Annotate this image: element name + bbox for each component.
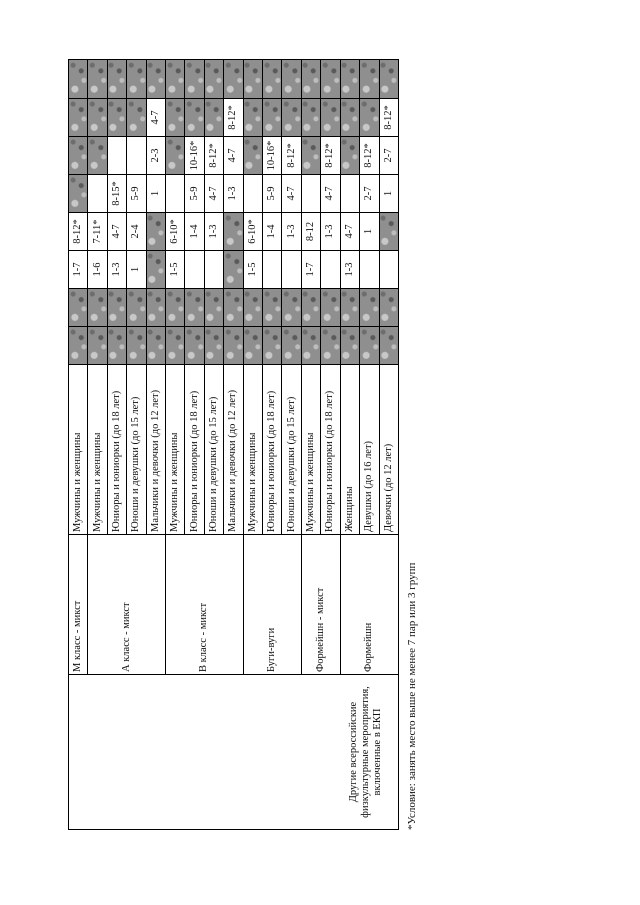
shaded-cell: [243, 289, 262, 327]
shaded-cell: [146, 327, 165, 365]
place-range-cell: 5-9: [263, 175, 282, 213]
place-range-cell: 4-7: [204, 175, 223, 213]
place-range-cell: [360, 251, 379, 289]
shaded-cell: [146, 251, 165, 289]
discipline-name: Формейшн: [340, 535, 398, 675]
place-range-cell: 8-15*: [107, 175, 126, 213]
shaded-cell: [263, 99, 282, 137]
shaded-cell: [166, 289, 185, 327]
place-range-cell: 1-3: [321, 213, 340, 251]
shaded-cell: [146, 213, 165, 251]
place-range-cell: [301, 175, 320, 213]
shaded-cell: [263, 289, 282, 327]
place-range-cell: 8-12: [301, 213, 320, 251]
place-range-cell: 1-3: [224, 175, 243, 213]
table-row: [69, 60, 88, 830]
rotated-table-area: [68, 60, 428, 830]
shaded-cell: [263, 60, 282, 99]
place-range-cell: 1: [127, 251, 146, 289]
sports-rank-table: [68, 59, 399, 830]
shaded-cell: [127, 60, 146, 99]
place-range-cell: 4-7: [340, 213, 359, 251]
place-range-cell: 8-12*: [204, 137, 223, 175]
group-name: Мужчины и женщины: [301, 365, 320, 535]
place-range-cell: 8-12*: [379, 99, 398, 137]
place-range-cell: 1-7: [301, 251, 320, 289]
group-name: Мужчины и женщины: [166, 365, 185, 535]
shaded-cell: [321, 289, 340, 327]
shaded-cell: [321, 327, 340, 365]
shaded-cell: [69, 289, 88, 327]
group-name: Мальчики и девочки (до 12 лет): [224, 365, 243, 535]
shaded-cell: [204, 327, 223, 365]
shaded-cell: [127, 99, 146, 137]
group-name: Женщины: [340, 365, 359, 535]
shaded-cell: [379, 289, 398, 327]
shaded-cell: [185, 99, 204, 137]
shaded-cell: [204, 99, 223, 137]
place-range-cell: [379, 251, 398, 289]
shaded-cell: [340, 60, 359, 99]
shaded-cell: [321, 60, 340, 99]
shaded-cell: [224, 289, 243, 327]
place-range-cell: [185, 251, 204, 289]
group-name: Девочки (до 12 лет): [379, 365, 398, 535]
place-range-cell: 4-7: [282, 175, 301, 213]
shaded-cell: [340, 289, 359, 327]
place-range-cell: 1-7: [69, 251, 88, 289]
shaded-cell: [107, 60, 126, 99]
shaded-cell: [379, 213, 398, 251]
shaded-cell: [127, 327, 146, 365]
place-range-cell: 5-9: [185, 175, 204, 213]
shaded-cell: [107, 99, 126, 137]
shaded-cell: [224, 251, 243, 289]
shaded-cell: [127, 289, 146, 327]
place-range-cell: 1: [146, 175, 165, 213]
place-range-cell: 6-10*: [166, 213, 185, 251]
place-range-cell: 1-3: [282, 213, 301, 251]
shaded-cell: [301, 289, 320, 327]
shaded-cell: [107, 289, 126, 327]
group-name: Мальчики и девочки (до 12 лет): [146, 365, 165, 535]
discipline-name: А класс - микст: [88, 535, 166, 675]
discipline-name: М класс - микст: [69, 535, 88, 675]
place-range-cell: 6-10*: [243, 213, 262, 251]
place-range-cell: [282, 251, 301, 289]
shaded-cell: [146, 289, 165, 327]
place-range-cell: [88, 175, 107, 213]
place-range-cell: 8-12*: [69, 213, 88, 251]
place-range-cell: [263, 251, 282, 289]
shaded-cell: [88, 60, 107, 99]
shaded-cell: [360, 289, 379, 327]
group-name: Юноши и девушки (до 15 лет): [282, 365, 301, 535]
place-range-cell: 10-16*: [185, 137, 204, 175]
place-range-cell: [204, 251, 223, 289]
shaded-cell: [360, 327, 379, 365]
group-name: Мужчины и женщины: [69, 365, 88, 535]
shaded-cell: [88, 99, 107, 137]
shaded-cell: [224, 213, 243, 251]
shaded-cell: [69, 60, 88, 99]
group-name: Девушки (до 16 лет): [360, 365, 379, 535]
section-label: Другие всероссийские физкультурные мероприятия, включенные в ЕКП: [69, 675, 399, 830]
shaded-cell: [88, 327, 107, 365]
shaded-cell: [243, 327, 262, 365]
shaded-cell: [69, 137, 88, 175]
place-range-cell: 8-12*: [321, 137, 340, 175]
place-range-cell: 1: [379, 175, 398, 213]
place-range-cell: 1-4: [185, 213, 204, 251]
shaded-cell: [282, 60, 301, 99]
place-range-cell: 1-3: [204, 213, 223, 251]
place-range-cell: 2-7: [360, 175, 379, 213]
place-range-cell: 10-16*: [263, 137, 282, 175]
shaded-cell: [301, 60, 320, 99]
place-range-cell: 1-4: [263, 213, 282, 251]
place-range-cell: [340, 175, 359, 213]
shaded-cell: [282, 289, 301, 327]
place-range-cell: 5-9: [127, 175, 146, 213]
place-range-cell: 7-11*: [88, 213, 107, 251]
place-range-cell: 2-3: [146, 137, 165, 175]
shaded-cell: [166, 99, 185, 137]
place-range-cell: 4-7: [321, 175, 340, 213]
place-range-cell: [127, 137, 146, 175]
discipline-name: В класс - микст: [166, 535, 244, 675]
group-name: Мужчины и женщины: [243, 365, 262, 535]
shaded-cell: [69, 327, 88, 365]
shaded-cell: [224, 60, 243, 99]
shaded-cell: [379, 60, 398, 99]
shaded-cell: [185, 327, 204, 365]
shaded-cell: [146, 60, 165, 99]
place-range-cell: 8-12*: [224, 99, 243, 137]
group-name: Юноши и девушки (до 15 лет): [204, 365, 223, 535]
shaded-cell: [69, 175, 88, 213]
place-range-cell: 1: [360, 213, 379, 251]
place-range-cell: 1-5: [166, 251, 185, 289]
shaded-cell: [69, 99, 88, 137]
shaded-cell: [204, 289, 223, 327]
shaded-cell: [263, 327, 282, 365]
shaded-cell: [88, 137, 107, 175]
shaded-cell: [301, 327, 320, 365]
group-name: Юниоры и юниорки (до 18 лет): [185, 365, 204, 535]
group-name: Юниоры и юниорки (до 18 лет): [321, 365, 340, 535]
place-range-cell: 2-4: [127, 213, 146, 251]
place-range-cell: 1-6: [88, 251, 107, 289]
place-range-cell: 8-12*: [282, 137, 301, 175]
shaded-cell: [185, 289, 204, 327]
place-range-cell: [107, 137, 126, 175]
group-name: Юниоры и юниорки (до 18 лет): [107, 365, 126, 535]
shaded-cell: [243, 60, 262, 99]
shaded-cell: [282, 327, 301, 365]
place-range-cell: 1-5: [243, 251, 262, 289]
place-range-cell: 4-7: [224, 137, 243, 175]
shaded-cell: [166, 327, 185, 365]
shaded-cell: [243, 99, 262, 137]
place-range-cell: 4-7: [107, 213, 126, 251]
group-name: Мужчины и женщины: [88, 365, 107, 535]
condition-note: *Условие: занять место выше не менее 7 пар или 3 групп: [406, 562, 418, 830]
shaded-cell: [166, 137, 185, 175]
place-range-cell: 1-3: [107, 251, 126, 289]
place-range-cell: 2-7: [379, 137, 398, 175]
shaded-cell: [360, 99, 379, 137]
place-range-cell: 4-7: [146, 99, 165, 137]
place-range-cell: 1-3: [340, 251, 359, 289]
place-range-cell: [321, 251, 340, 289]
place-range-cell: 8-12*: [360, 137, 379, 175]
shaded-cell: [301, 137, 320, 175]
shaded-cell: [166, 60, 185, 99]
shaded-cell: [340, 327, 359, 365]
shaded-cell: [301, 99, 320, 137]
place-range-cell: [243, 175, 262, 213]
shaded-cell: [340, 137, 359, 175]
shaded-cell: [379, 327, 398, 365]
shaded-cell: [243, 137, 262, 175]
shaded-cell: [340, 99, 359, 137]
table-body: [69, 60, 399, 830]
group-name: Юноши и девушки (до 15 лет): [127, 365, 146, 535]
shaded-cell: [107, 327, 126, 365]
discipline-name: Буги-вуги: [243, 535, 301, 675]
group-name: Юниоры и юниорки (до 18 лет): [263, 365, 282, 535]
shaded-cell: [88, 289, 107, 327]
shaded-cell: [204, 60, 223, 99]
shaded-cell: [321, 99, 340, 137]
shaded-cell: [185, 60, 204, 99]
place-range-cell: [166, 175, 185, 213]
shaded-cell: [282, 99, 301, 137]
shaded-cell: [360, 60, 379, 99]
shaded-cell: [224, 327, 243, 365]
discipline-name: Формейшн - микст: [301, 535, 340, 675]
